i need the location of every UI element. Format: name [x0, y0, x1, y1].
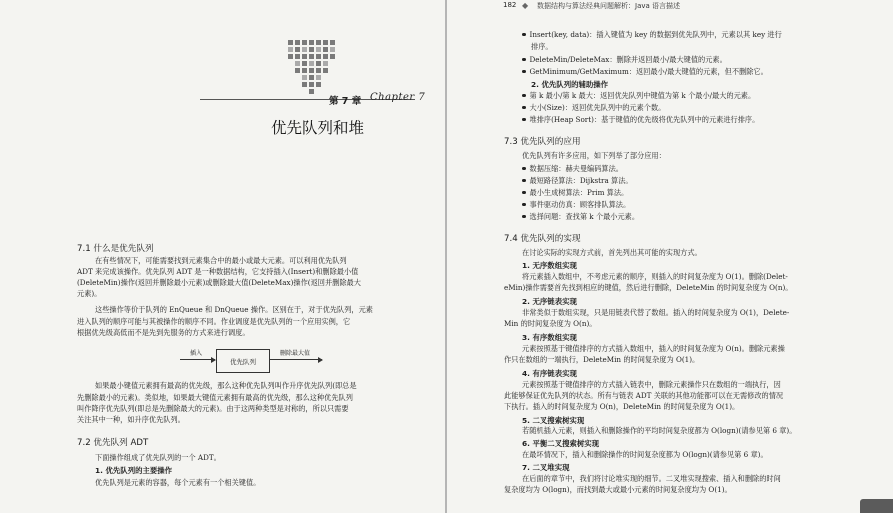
list-item	[522, 103, 665, 113]
text-line: 这些操作等价于队列的 EnQueue 和 DnQueue 操作。区别在于，对于优先队列，元素	[95, 305, 373, 314]
text-line: 非常类似于数组实现，只是用链表代替了数组。插入的时间复杂度为 O(1)，Delete-	[522, 308, 790, 317]
diamond-icon: ◆	[522, 1, 529, 10]
list-item	[522, 30, 782, 40]
bullet-icon	[522, 215, 526, 219]
list-item	[522, 200, 630, 210]
text-line: 关注其中一种，如升序优先队列。	[77, 415, 185, 424]
diagram-box: 优先队列	[216, 349, 270, 373]
bullet-icon	[522, 167, 526, 171]
list-item	[522, 164, 623, 174]
list-item	[522, 67, 768, 77]
section-heading-7-4: 7.4 优先队列的实现	[504, 234, 581, 244]
list-item-text: DeleteMin/DeleteMax：删除并返回最小/最大键值的元素。	[529, 55, 727, 64]
list-item-text: 最短路径算法：Dijkstra 算法。	[529, 176, 633, 185]
section-heading-7-2: 7.2 优先队列 ADT	[77, 438, 149, 448]
list-item	[522, 91, 755, 101]
text-line: 若随机插入元素，则插入和删除操作的平均时间复杂度都为 O(logn)(请参见第 6 章)。	[522, 426, 797, 435]
list-item-text: 第 k 最小/第 k 最大：返回优先队列中键值为第 k 个最小/最大的元素。	[529, 91, 756, 100]
chapter-script-label: Chapter 7	[370, 92, 426, 103]
text-line: 将元素插入数组中，不考虑元素的顺序，则插入的时间复杂度为 O(1)。删除(Delet-	[522, 272, 788, 281]
left-page	[0, 0, 446, 513]
bullet-icon	[522, 203, 526, 207]
list-item	[522, 115, 759, 125]
text-line: 作只在数组的一端执行，DeleteMin 的时间复杂度为 O(1)。	[504, 355, 700, 364]
text-line: 元素)。	[77, 289, 102, 298]
bullet-icon	[522, 106, 526, 110]
list-item	[522, 176, 633, 186]
text-line: ADT 来完成该操作。优先队列 ADT 是一种数据结构，它支持插入(Insert)和删除最小值	[77, 267, 359, 276]
list-item-text: 选择问题：查找第 k 个最小元素。	[529, 212, 640, 221]
bullet-icon	[522, 179, 526, 183]
running-header: 数据结构与算法经典问题解析：Java 语言描述	[537, 2, 681, 10]
text-line: 优先队列有许多应用，如下列举了部分应用：	[522, 151, 666, 160]
list-item	[522, 212, 639, 222]
list-item	[522, 188, 628, 198]
section-heading-7-1: 7.1 什么是优先队列	[77, 244, 154, 254]
text-line: eMin)操作需要首先找到相应的键值，然后进行删除，DeleteMin 的时间复杂度为 O(n)。	[504, 283, 793, 292]
text-line: 复杂度均为 O(logn)，而找到最大或最小元素的时间复杂度均为 O(1)。	[504, 485, 732, 494]
list-item-text: 最小生成树算法：Prim 算法。	[529, 188, 629, 197]
subheading: 3. 有序数组实现	[522, 333, 577, 342]
subheading: 1. 无序数组实现	[522, 261, 577, 270]
list-item-text: 堆排序(Heap Sort)：基于键值的优先级将优先队列中的元素进行排序。	[529, 115, 760, 124]
bullet-icon	[522, 94, 526, 98]
text-line: 下面操作组成了优先队列的一个 ADT。	[95, 453, 221, 462]
text-line: 在有些情况下，可能需要找到元素集合中的最小或最大元素。可以利用优先队列	[95, 256, 347, 265]
bullet-icon	[522, 33, 526, 37]
text-line: 先删除最小的元素)。类似地，如果最大键值元素拥有最高的优先级，那么这种优先队列	[77, 393, 353, 402]
text-line: 在最坏情况下，插入和删除操作的时间复杂度都为 O(logn)(请参见第 6 章)。	[522, 450, 768, 459]
text-line: 此能够保证优先队列的状态。所有与链表 ADT 关联的其他功能都可以在无需修改的情况	[504, 391, 784, 400]
text-line: 元素按照基于键值排序的方式插入链表中，删除元素操作只在数组的一端执行，因	[522, 380, 781, 389]
text-line: 下执行。插入的时间复杂度为 O(n)，DeleteMin 的时间复杂度为 O(1)。	[504, 402, 740, 411]
subheading: 2. 优先队列的辅助操作	[531, 80, 609, 89]
text-line: 在后面的章节中，我们将讨论堆实现的细节。二叉堆实现搜索、插入和删除的时间	[522, 474, 781, 483]
right-page	[447, 0, 893, 513]
subheading: 1. 优先队列的主要操作	[95, 466, 173, 475]
diagram-input-label: 插入	[190, 350, 203, 357]
bullet-icon	[522, 58, 526, 62]
subheading: 7. 二叉堆实现	[522, 463, 570, 472]
text-line: (DeleteMin)操作(返回并删除最小元素)或删除最大值(DeleteMax)操作(返回并删除最大	[77, 278, 361, 287]
subheading: 6. 平衡二叉搜索树实现	[522, 439, 600, 448]
text-line: 优先队列是元素的容器，每个元素有一个相关键值。	[95, 478, 261, 487]
subheading: 5. 二叉搜索树实现	[522, 416, 585, 425]
text-line: 叫作降序优先队列(即总是先删除最大的元素)。由于这两种类型是对称的，所以只需要	[77, 404, 349, 413]
text-line: 如果最小键值元素拥有最高的优先级，那么这种优先队列叫作升序优先队列(即总是	[95, 381, 357, 390]
section-heading-7-3: 7.3 优先队列的应用	[504, 137, 581, 147]
chapter-number: 第 7 章	[329, 96, 362, 107]
diagram-input-arrow	[180, 359, 215, 360]
subheading: 4. 有序链表实现	[522, 369, 577, 378]
bullet-icon	[522, 70, 526, 74]
subheading: 2. 无序链表实现	[522, 297, 577, 306]
list-item-text: 数据压缩：赫夫曼编码算法。	[529, 164, 623, 173]
list-item	[522, 55, 727, 65]
list-item-text: Insert(key, data)：插入键值为 key 的数据到优先队列中，元素以其 key 进行	[529, 30, 782, 39]
text-line: 进入队列的顺序可能与其被操作的顺序不同。作业调度是优先队列的一个应用实例，它	[77, 317, 351, 326]
bullet-icon	[522, 191, 526, 195]
list-item-text: GetMinimum/GetMaximum：返回最小/最大键值的元素，但不删除它。	[529, 67, 768, 76]
text-line: 根据优先级高低而不是先到先服务的方式来进行调度。	[77, 328, 250, 337]
list-item-continuation: 排序。	[531, 42, 553, 51]
text-line: Min 的时间复杂度为 O(n)。	[504, 319, 597, 328]
bullet-icon	[522, 118, 526, 122]
list-item-text: 事件驱动仿真：顾客排队算法。	[529, 200, 631, 209]
viewer-corner-tab[interactable]	[860, 499, 893, 513]
chapter-decoration-icon	[288, 40, 340, 98]
chapter-title: 优先队列和堆	[271, 119, 365, 137]
page-number: 182	[503, 1, 517, 9]
diagram-output-arrow	[270, 359, 322, 360]
text-line: 元素按照基于键值排序的方式插入数组中，插入的时间复杂度为 O(n)。删除元素操	[522, 344, 785, 353]
text-line: 在讨论实际的实现方式前，首先列出其可能的实现方式。	[522, 248, 702, 257]
diagram-output-label: 删除最大值	[280, 350, 311, 357]
list-item-text: 大小(Size)：返回优先队列中的元素个数。	[529, 103, 666, 112]
